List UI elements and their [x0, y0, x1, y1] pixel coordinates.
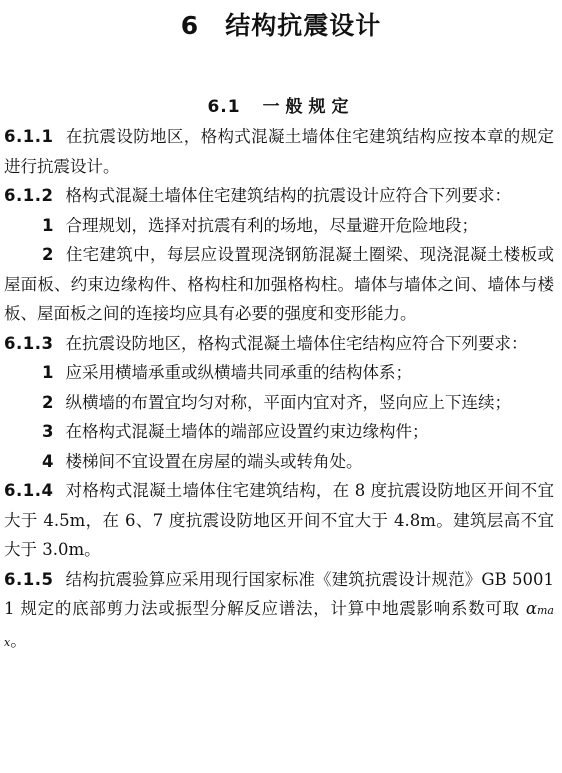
document-body [4, 122, 554, 657]
alpha-subscript: max [4, 604, 554, 649]
clause-text: 在抗震设防地区，格构式混凝土墙体住宅结构应符合下列要求： [65, 333, 528, 353]
item-text: 住宅建筑中，每层应设置现浇钢筋混凝土圈梁、现浇混凝土楼板或屋面板、约束边缘构件、格构柱和加强格构柱。墙体与墙体之间、墙体与楼板、屋面板之间的连接均应具有必要的强度和变形能力。 [4, 245, 554, 323]
clause-number: 6.1.5 [4, 569, 54, 589]
list-item [4, 211, 554, 241]
section-number: 6.1 [207, 97, 241, 117]
clause-number: 6.1.2 [4, 186, 54, 205]
item-text: 纵横墙的布置宜均匀对称，平面内宜对齐，竖向应上下连续； [65, 392, 511, 412]
list-item [4, 358, 554, 388]
item-text: 应采用横墙承重或纵横墙共同承重的结构体系； [65, 363, 412, 382]
chapter-title-text: 结构抗震设计 [225, 11, 382, 40]
clause-text: 对格构式混凝土墙体住宅建筑结构，在 8 度抗震设防地区开间不宜大于 4.5m，在 6、7 度抗震设防地区开间不宜大于 4.8m。建筑层高不宜大于 3.0m。 [4, 481, 554, 559]
item-text: 合理规划，选择对抗震有利的场地，尽量避开危险地段； [65, 215, 478, 235]
list-item [4, 388, 554, 418]
list-item [4, 240, 554, 329]
chapter-title [0, 6, 562, 42]
clause-text: 格构式混凝土墙体住宅建筑结构的抗震设计应符合下列要求： [65, 186, 511, 205]
item-number: 1 [42, 363, 54, 382]
clause-6-1-4 [4, 476, 554, 565]
item-number: 1 [42, 215, 54, 235]
item-text: 楼梯间不宜设置在房屋的端头或转角处。 [65, 451, 363, 471]
alpha-symbol: α [525, 599, 537, 618]
item-number: 2 [42, 392, 54, 412]
item-text: 在格构式混凝土墙体的端部应设置约束边缘构件； [65, 422, 429, 441]
list-item [4, 447, 554, 477]
clause-6-1-1 [4, 122, 554, 181]
clause-text: 结构抗震验算应采用现行国家标准《建筑抗震设计规范》GB 50011 规定的底部剪力法或振型分解反应谱法，计算中地震影响系数可取 [4, 569, 554, 618]
section-title-text: 一般规定 [262, 97, 355, 117]
item-number: 4 [42, 451, 54, 471]
item-number: 2 [42, 245, 54, 264]
clause-text: 在抗震设防地区，格构式混凝土墙体住宅建筑结构应按本章的规定进行抗震设计。 [4, 127, 554, 176]
clause-number: 6.1.4 [4, 481, 54, 500]
clause-6-1-3 [4, 329, 554, 359]
clause-end: 。 [10, 630, 27, 650]
list-item [4, 417, 554, 447]
chapter-number: 6 [180, 11, 200, 40]
item-number: 3 [42, 422, 54, 441]
section-title [0, 92, 562, 117]
clause-number: 6.1.3 [4, 333, 54, 353]
clause-6-1-2 [4, 181, 554, 211]
clause-number: 6.1.1 [4, 127, 54, 146]
clause-6-1-5 [4, 565, 554, 658]
